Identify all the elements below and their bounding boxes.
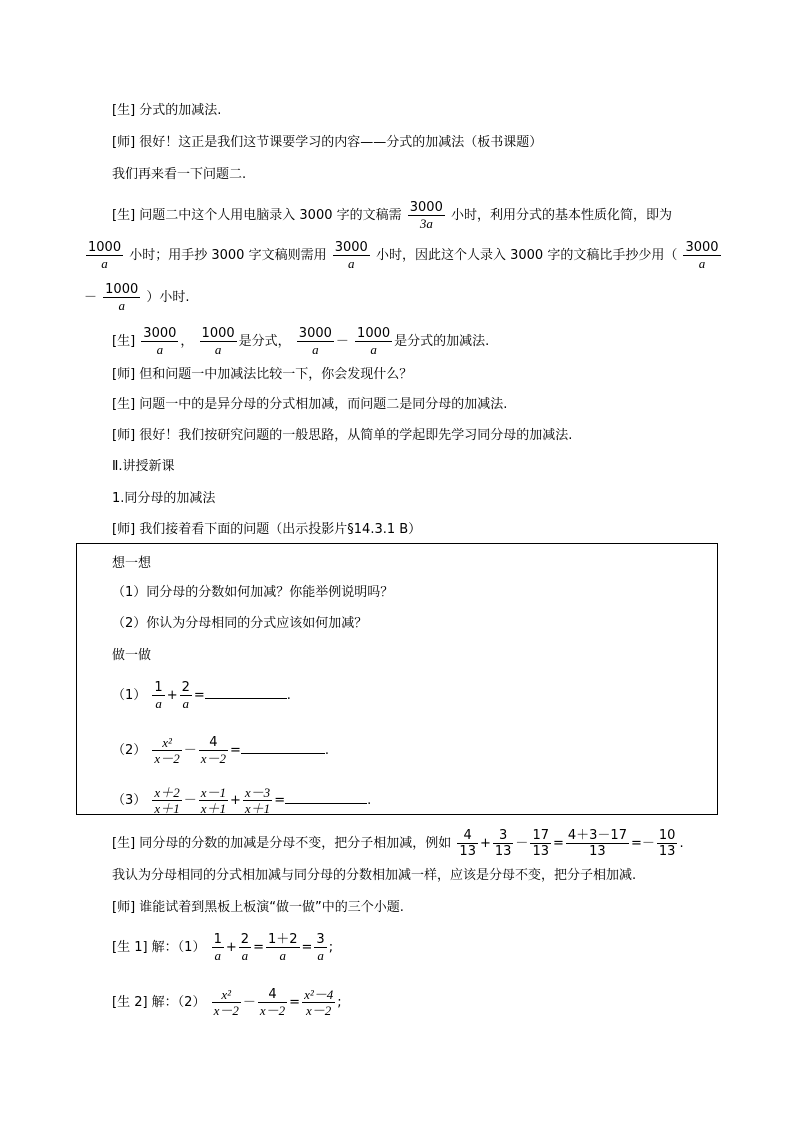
fraction-3000-over-a [297,326,334,357]
numerator: 3 [493,828,514,844]
fraction-x+2-over-x+1 [152,785,181,816]
fraction-3000-over-3a [408,200,445,231]
denominator: a [214,948,221,963]
denominator: 13 [532,844,549,859]
numerator: x² [212,987,241,1003]
exercise-2 [112,735,329,766]
operator: = [552,836,564,851]
denominator: a [118,298,125,313]
denominator: a [698,256,706,271]
numerator: x²－4 [304,987,334,1002]
line-handwrite [84,240,723,271]
numerator: 17 [532,828,549,843]
line-teacher-slide: [师] 我们接着看下面的问题（出示投影片§14.3.1 B） [112,522,422,537]
punct: . [286,688,291,703]
box-heading-do: 做一做 [112,648,152,663]
exercise-1 [112,680,291,711]
line-difference [84,282,190,313]
numerator: 1000 [201,326,235,341]
text: [生] 同分母的分数的加减是分母不变，把分子相加减，例如 [112,836,452,851]
answer-blank [241,743,325,754]
text: ， [180,334,194,349]
numerator: 1＋2 [267,932,298,947]
numerator: 1000 [88,240,122,255]
denominator: x－2 [259,1003,286,1018]
denominator: a [370,342,377,357]
fraction-x2-over-x-2 [152,735,181,766]
fraction-17-over-13 [530,828,551,859]
fraction-1-over-a [212,932,224,963]
text: [生 2] 解：（2） [112,995,206,1010]
operator: =－ [630,836,655,851]
line-student-difference: [生] 问题一中的是异分母的分式相加减，而问题二是同分母的加减法. [112,397,508,412]
numerator: 2 [240,932,250,947]
denominator: 13 [658,844,676,859]
fraction-4-over-x-2 [258,987,287,1018]
numerator: 3000 [334,240,368,255]
denominator: x＋1 [154,801,180,816]
numerator: 4＋3－17 [567,828,627,843]
item-number: （2） [112,743,147,758]
denominator: a [101,256,108,271]
fraction-1000-over-a [103,282,140,313]
numerator: 1000 [105,282,139,297]
fraction-1+2-over-a [266,932,300,963]
line-student-example [112,828,684,859]
numerator: 1000 [357,326,391,341]
numerator: 4 [457,828,478,844]
box-question-2: （2）你认为分母相同的分式应该如何加减？ [112,616,368,631]
fraction-2-over-a [180,680,192,711]
line-student-conclusion: 我认为分母相同的分式相加减与同分母的分数相加减一样，应该是分母不变，把分子相加减. [112,868,637,883]
fraction-4-over-13 [457,828,478,859]
fraction-3000-over-a [141,326,178,357]
fraction-x2-over-x-2 [212,987,241,1018]
denominator: a [312,342,319,357]
operator: = [301,940,313,955]
fraction-3-over-13 [493,828,514,859]
fraction-4-over-x-2 [199,735,228,766]
operator: + [230,793,241,808]
operator: + [166,688,178,703]
fraction-1-over-a [152,680,164,711]
text: 小时，因此这个人录入 3000 字的文稿比手抄少用（ [375,248,678,263]
operator: － [183,793,197,808]
punct: . [324,743,330,758]
numerator: x－1 [200,785,226,800]
text: ）小时. [146,290,190,305]
numerator: 4 [258,987,287,1003]
subsection-heading: 1.同分母的加减法 [112,491,216,506]
denominator: a [348,256,355,271]
denominator: 13 [589,844,606,859]
operator: = [230,743,241,758]
line-teacher-board: [师] 谁能试着到黑板上板演“做一做”中的三个小题. [112,900,404,915]
operator: － [183,743,197,758]
numerator: 3000 [685,240,719,255]
line-teacher-topic: [师] 很好！这正是我们这节课要学习的内容——分式的加减法（板书课题） [112,135,543,150]
numerator: 3000 [409,200,443,215]
numerator: 3000 [298,326,332,341]
fraction-x-1-over-x+1 [199,785,228,816]
denominator: 13 [494,844,512,859]
operator: = [253,940,264,955]
line-student-answer-1: [生] 分式的加减法. [112,103,222,118]
item-number: （3） [112,793,147,808]
answer-blank [205,688,287,699]
denominator: x＋1 [244,801,271,816]
box-question-1: （1）同分母的分数如何加减？你能举例说明吗？ [112,585,394,600]
denominator: a [317,948,324,963]
text: [生] 问题二中这个人用电脑录入 3000 字的文稿需 [112,208,402,223]
numerator: 10 [658,828,676,843]
denominator: 3a [419,216,433,231]
fraction-3000-over-a [333,240,370,271]
denominator: x＋1 [200,801,226,816]
numerator: 2 [181,680,190,695]
answer-blank [285,793,367,804]
text: [生] [112,334,136,349]
numerator: 1 [213,932,222,947]
text: 小时；用手抄 3000 字文稿则需用 [129,248,327,263]
item-number: （1） [112,688,147,703]
punct: . [367,793,372,808]
fraction-1000-over-a [86,240,123,271]
denominator: x－2 [200,751,226,766]
denominator: a [241,948,249,963]
operator: + [479,836,491,851]
line-student1-solution [112,932,333,963]
fraction-3000-over-a [683,240,720,271]
denominator: a [214,342,222,357]
punct: ; [337,995,342,1010]
numerator: 3000 [143,326,177,341]
fraction-x-3-over-x+1 [243,785,272,816]
denominator: x－2 [213,1003,239,1018]
line-student2-solution [112,987,342,1018]
operator: = [289,995,301,1010]
denominator: a [156,342,164,357]
text: 是分式， [238,334,291,349]
operator: = [193,688,205,703]
text: 小时，利用分式的基本性质化简，即为 [451,208,673,223]
box-heading-think: 想一想 [112,556,152,571]
operator: － [515,836,529,851]
operator: + [225,940,237,955]
fraction-3-over-a [314,932,326,963]
fraction-sum-over-13 [566,828,629,859]
numerator: 3 [316,932,325,947]
line-student-fractions [112,326,489,357]
fraction-10-over-13 [657,828,678,859]
exercise-3 [112,785,371,816]
text: 是分式的加减法. [394,334,490,349]
punct: ; [328,940,334,955]
line-student-computer [112,200,672,231]
fraction-2-over-a [239,932,251,963]
denominator: x－2 [154,751,180,766]
numerator: x－3 [244,785,271,800]
denominator: a [155,696,162,711]
section-heading: Ⅱ.讲授新课 [112,459,175,474]
punct: . [679,836,684,851]
numerator: x² [152,735,181,751]
operator: = [274,793,286,808]
line-teacher-compare: [师] 但和问题一中加减法比较一下，你会发现什么？ [112,367,413,382]
numerator: 1 [154,680,163,695]
denominator: 13 [459,844,476,859]
fraction-1000-over-a [355,326,392,357]
line-problem-two: 我们再来看一下问题二. [112,167,247,182]
denominator: x－2 [306,1003,332,1018]
text: － [335,334,349,349]
numerator: 4 [199,735,228,751]
operator: － [242,995,256,1010]
text: [生 1] 解：（1） [112,940,206,955]
fraction-1000-over-a [200,326,237,357]
text: － [84,290,98,305]
line-teacher-approach: [师] 很好！我们按研究问题的一般思路，从简单的学起即先学习同分母的加减法. [112,428,573,443]
fraction-x2-4-over-x-2 [302,987,335,1018]
denominator: a [182,696,189,711]
numerator: x＋2 [154,785,180,800]
denominator: a [279,948,286,963]
